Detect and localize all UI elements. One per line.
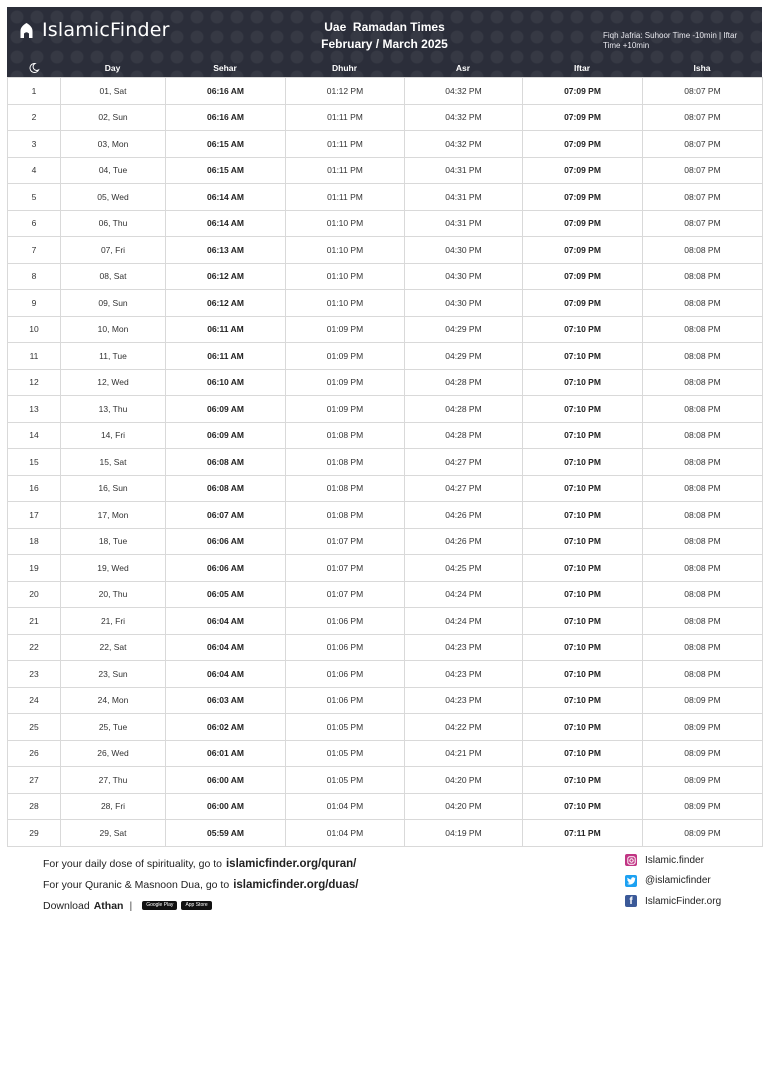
isha-time: 08:07 PM	[643, 104, 763, 131]
table-row	[8, 581, 763, 608]
table-row	[8, 502, 763, 529]
day-number: 3	[8, 131, 61, 158]
column-header-isha: Isha	[693, 63, 711, 73]
asr-time: 04:28 PM	[405, 369, 523, 396]
asr-time: 04:31 PM	[405, 157, 523, 184]
table-row	[8, 793, 763, 820]
asr-time: 04:30 PM	[405, 237, 523, 264]
day-name: 14, Fri	[61, 422, 166, 449]
day-number: 2	[8, 104, 61, 131]
dhuhr-time: 01:06 PM	[286, 634, 405, 661]
asr-time: 04:26 PM	[405, 528, 523, 555]
asr-time: 04:27 PM	[405, 449, 523, 476]
iftar-time: 07:09 PM	[523, 104, 643, 131]
iftar-time: 07:09 PM	[523, 157, 643, 184]
isha-time: 08:08 PM	[643, 634, 763, 661]
table-row	[8, 475, 763, 502]
sehar-time: 06:12 AM	[166, 290, 286, 317]
table-row	[8, 767, 763, 794]
day-number: 4	[8, 157, 61, 184]
iftar-time: 07:10 PM	[523, 714, 643, 741]
isha-time: 08:08 PM	[643, 449, 763, 476]
day-number: 18	[8, 528, 61, 555]
sehar-time: 06:11 AM	[166, 343, 286, 370]
dhuhr-time: 01:08 PM	[286, 475, 405, 502]
day-name: 04, Tue	[61, 157, 166, 184]
iftar-time: 07:10 PM	[523, 555, 643, 582]
dhuhr-time: 01:11 PM	[286, 184, 405, 211]
sehar-time: 06:11 AM	[166, 316, 286, 343]
table-row	[8, 290, 763, 317]
dhuhr-time: 01:10 PM	[286, 237, 405, 264]
iftar-time: 07:10 PM	[523, 316, 643, 343]
isha-time: 08:08 PM	[643, 502, 763, 529]
day-name: 24, Mon	[61, 687, 166, 714]
isha-time: 08:08 PM	[643, 316, 763, 343]
table-row	[8, 634, 763, 661]
column-header-asr: Asr	[455, 63, 471, 73]
iftar-time: 07:10 PM	[523, 449, 643, 476]
dhuhr-time: 01:04 PM	[286, 820, 405, 847]
column-header-iftar: Iftar	[573, 63, 591, 73]
isha-time: 08:07 PM	[643, 210, 763, 237]
sehar-time: 05:59 AM	[166, 820, 286, 847]
day-name: 20, Thu	[61, 581, 166, 608]
day-number: 7	[8, 237, 61, 264]
day-number: 29	[8, 820, 61, 847]
day-name: 15, Sat	[61, 449, 166, 476]
asr-time: 04:20 PM	[405, 767, 523, 794]
asr-time: 04:28 PM	[405, 396, 523, 423]
isha-time: 08:09 PM	[643, 793, 763, 820]
day-number: 23	[8, 661, 61, 688]
facebook-page: IslamicFinder.org	[645, 895, 722, 907]
asr-time: 04:28 PM	[405, 422, 523, 449]
day-number: 10	[8, 316, 61, 343]
day-name: 29, Sat	[61, 820, 166, 847]
table-row	[8, 820, 763, 847]
asr-time: 04:32 PM	[405, 78, 523, 105]
table-row	[8, 157, 763, 184]
day-number: 5	[8, 184, 61, 211]
day-number: 21	[8, 608, 61, 635]
isha-time: 08:07 PM	[643, 78, 763, 105]
instagram-link[interactable]	[625, 850, 721, 871]
dhuhr-time: 01:05 PM	[286, 714, 405, 741]
day-number: 26	[8, 740, 61, 767]
iftar-time: 07:10 PM	[523, 608, 643, 635]
table-row	[8, 104, 763, 131]
table-row	[8, 131, 763, 158]
dhuhr-time: 01:11 PM	[286, 131, 405, 158]
footer-text-duas: For your Quranic & Masnoon Dua, go to	[43, 878, 230, 891]
dhuhr-time: 01:12 PM	[286, 78, 405, 105]
footer-links	[43, 853, 358, 916]
isha-time: 08:09 PM	[643, 820, 763, 847]
day-name: 02, Sun	[61, 104, 166, 131]
day-name: 09, Sun	[61, 290, 166, 317]
sehar-time: 06:09 AM	[166, 422, 286, 449]
iftar-time: 07:11 PM	[523, 820, 643, 847]
download-label: Download	[43, 899, 90, 912]
table-row	[8, 449, 763, 476]
footer-text-quran: For your daily dose of spirituality, go to	[43, 857, 222, 870]
isha-time: 08:07 PM	[643, 184, 763, 211]
title-line-1: Uae Ramadan Times	[324, 20, 445, 34]
sehar-time: 06:06 AM	[166, 528, 286, 555]
sehar-time: 06:00 AM	[166, 793, 286, 820]
day-number: 9	[8, 290, 61, 317]
sehar-time: 06:02 AM	[166, 714, 286, 741]
day-number: 28	[8, 793, 61, 820]
dhuhr-time: 01:09 PM	[286, 396, 405, 423]
table-row	[8, 396, 763, 423]
day-name: 28, Fri	[61, 793, 166, 820]
isha-time: 08:08 PM	[643, 422, 763, 449]
table-row	[8, 210, 763, 237]
asr-time: 04:19 PM	[405, 820, 523, 847]
iftar-time: 07:10 PM	[523, 793, 643, 820]
asr-time: 04:20 PM	[405, 793, 523, 820]
asr-time: 04:31 PM	[405, 210, 523, 237]
iftar-time: 07:10 PM	[523, 369, 643, 396]
iftar-time: 07:10 PM	[523, 528, 643, 555]
brand-name: IslamicFinder	[42, 19, 170, 41]
dhuhr-time: 01:08 PM	[286, 502, 405, 529]
asr-time: 04:26 PM	[405, 502, 523, 529]
dhuhr-time: 01:11 PM	[286, 157, 405, 184]
sehar-time: 06:16 AM	[166, 78, 286, 105]
dhuhr-time: 01:05 PM	[286, 740, 405, 767]
day-number: 24	[8, 687, 61, 714]
isha-time: 08:08 PM	[643, 237, 763, 264]
facebook-link[interactable]	[625, 891, 721, 912]
iftar-time: 07:10 PM	[523, 687, 643, 714]
moon-icon	[7, 59, 60, 77]
table-header	[7, 59, 762, 77]
dhuhr-time: 01:05 PM	[286, 767, 405, 794]
isha-time: 08:08 PM	[643, 528, 763, 555]
iftar-time: 07:09 PM	[523, 263, 643, 290]
day-number: 6	[8, 210, 61, 237]
asr-time: 04:31 PM	[405, 184, 523, 211]
isha-time: 08:09 PM	[643, 687, 763, 714]
asr-time: 04:27 PM	[405, 475, 523, 502]
iftar-time: 07:10 PM	[523, 502, 643, 529]
iftar-time: 07:09 PM	[523, 237, 643, 264]
dhuhr-time: 01:06 PM	[286, 687, 405, 714]
day-number: 22	[8, 634, 61, 661]
sehar-time: 06:04 AM	[166, 608, 286, 635]
day-number: 14	[8, 422, 61, 449]
day-number: 1	[8, 78, 61, 105]
iftar-time: 07:10 PM	[523, 661, 643, 688]
day-number: 20	[8, 581, 61, 608]
facebook-icon: f	[625, 895, 637, 907]
day-name: 17, Mon	[61, 502, 166, 529]
iftar-time: 07:09 PM	[523, 290, 643, 317]
fiqh-note: Fiqh Jafria: Suhoor Time -10min | Iftar Time +10min	[603, 31, 738, 50]
sehar-time: 06:15 AM	[166, 157, 286, 184]
isha-time: 08:08 PM	[643, 396, 763, 423]
dhuhr-time: 01:08 PM	[286, 422, 405, 449]
sehar-time: 06:10 AM	[166, 369, 286, 396]
iftar-time: 07:10 PM	[523, 422, 643, 449]
day-name: 19, Wed	[61, 555, 166, 582]
isha-time: 08:07 PM	[643, 131, 763, 158]
day-name: 21, Fri	[61, 608, 166, 635]
sehar-time: 06:14 AM	[166, 210, 286, 237]
asr-time: 04:29 PM	[405, 316, 523, 343]
table-row	[8, 184, 763, 211]
asr-time: 04:32 PM	[405, 104, 523, 131]
iftar-time: 07:10 PM	[523, 767, 643, 794]
athan-app-name: Athan	[93, 899, 124, 912]
day-number: 15	[8, 449, 61, 476]
sehar-time: 06:12 AM	[166, 263, 286, 290]
sehar-time: 06:09 AM	[166, 396, 286, 423]
sehar-time: 06:16 AM	[166, 104, 286, 131]
day-name: 18, Tue	[61, 528, 166, 555]
sehar-time: 06:14 AM	[166, 184, 286, 211]
sehar-time: 06:13 AM	[166, 237, 286, 264]
duas-link[interactable]: islamicfinder.org/duas/	[233, 878, 359, 891]
dhuhr-time: 01:06 PM	[286, 608, 405, 635]
sehar-time: 06:08 AM	[166, 449, 286, 476]
asr-time: 04:21 PM	[405, 740, 523, 767]
day-name: 13, Thu	[61, 396, 166, 423]
table-row	[8, 740, 763, 767]
iftar-time: 07:09 PM	[523, 184, 643, 211]
day-name: 03, Mon	[61, 131, 166, 158]
dhuhr-time: 01:09 PM	[286, 316, 405, 343]
day-number: 19	[8, 555, 61, 582]
table-row	[8, 343, 763, 370]
iftar-time: 07:09 PM	[523, 78, 643, 105]
isha-time: 08:08 PM	[643, 581, 763, 608]
iftar-time: 07:10 PM	[523, 343, 643, 370]
isha-time: 08:09 PM	[643, 767, 763, 794]
asr-time: 04:30 PM	[405, 263, 523, 290]
sehar-time: 06:04 AM	[166, 661, 286, 688]
day-name: 26, Wed	[61, 740, 166, 767]
social-links	[625, 850, 721, 912]
asr-time: 04:23 PM	[405, 661, 523, 688]
asr-time: 04:30 PM	[405, 290, 523, 317]
isha-time: 08:09 PM	[643, 740, 763, 767]
day-name: 08, Sat	[61, 263, 166, 290]
day-number: 27	[8, 767, 61, 794]
isha-time: 08:08 PM	[643, 475, 763, 502]
asr-time: 04:22 PM	[405, 714, 523, 741]
dhuhr-time: 01:10 PM	[286, 263, 405, 290]
sehar-time: 06:07 AM	[166, 502, 286, 529]
sehar-time: 06:05 AM	[166, 581, 286, 608]
title-line-2: February / March 2025	[321, 37, 448, 51]
dhuhr-time: 01:07 PM	[286, 555, 405, 582]
sehar-time: 06:15 AM	[166, 131, 286, 158]
table-row	[8, 555, 763, 582]
day-number: 25	[8, 714, 61, 741]
day-name: 07, Fri	[61, 237, 166, 264]
dhuhr-time: 01:10 PM	[286, 290, 405, 317]
asr-time: 04:23 PM	[405, 634, 523, 661]
day-name: 22, Sat	[61, 634, 166, 661]
iftar-time: 07:10 PM	[523, 634, 643, 661]
iftar-time: 07:10 PM	[523, 740, 643, 767]
day-name: 11, Tue	[61, 343, 166, 370]
column-header-dhuhr: Dhuhr	[331, 63, 358, 73]
day-name: 06, Thu	[61, 210, 166, 237]
app-store-badge[interactable]: App Store	[181, 901, 211, 910]
isha-time: 08:09 PM	[643, 714, 763, 741]
day-name: 23, Sun	[61, 661, 166, 688]
table-row	[8, 528, 763, 555]
day-name: 01, Sat	[61, 78, 166, 105]
table-row	[8, 263, 763, 290]
day-number: 17	[8, 502, 61, 529]
ramadan-timetable	[7, 77, 763, 847]
column-header-day: Day	[104, 63, 121, 73]
dhuhr-time: 01:07 PM	[286, 581, 405, 608]
quran-link[interactable]: islamicfinder.org/quran/	[225, 857, 357, 870]
iftar-time: 07:10 PM	[523, 396, 643, 423]
isha-time: 08:08 PM	[643, 369, 763, 396]
asr-time: 04:25 PM	[405, 555, 523, 582]
table-row	[8, 687, 763, 714]
isha-time: 08:08 PM	[643, 608, 763, 635]
day-name: 10, Mon	[61, 316, 166, 343]
isha-time: 08:08 PM	[643, 343, 763, 370]
dhuhr-time: 01:04 PM	[286, 793, 405, 820]
sehar-time: 06:03 AM	[166, 687, 286, 714]
instagram-handle: Islamic.finder	[645, 854, 704, 866]
asr-time: 04:24 PM	[405, 581, 523, 608]
table-row	[8, 608, 763, 635]
asr-time: 04:29 PM	[405, 343, 523, 370]
table-row	[8, 661, 763, 688]
day-name: 05, Wed	[61, 184, 166, 211]
asr-time: 04:23 PM	[405, 687, 523, 714]
day-name: 12, Wed	[61, 369, 166, 396]
asr-time: 04:24 PM	[405, 608, 523, 635]
isha-time: 08:08 PM	[643, 555, 763, 582]
day-number: 13	[8, 396, 61, 423]
day-number: 11	[8, 343, 61, 370]
day-number: 16	[8, 475, 61, 502]
sehar-time: 06:00 AM	[166, 767, 286, 794]
dhuhr-time: 01:09 PM	[286, 343, 405, 370]
iftar-time: 07:10 PM	[523, 581, 643, 608]
isha-time: 08:07 PM	[643, 157, 763, 184]
sehar-time: 06:01 AM	[166, 740, 286, 767]
dhuhr-time: 01:09 PM	[286, 369, 405, 396]
page-header	[7, 7, 762, 77]
dhuhr-time: 01:11 PM	[286, 104, 405, 131]
dhuhr-time: 01:06 PM	[286, 661, 405, 688]
twitter-icon	[625, 875, 637, 887]
day-number: 8	[8, 263, 61, 290]
iftar-time: 07:09 PM	[523, 210, 643, 237]
sehar-time: 06:08 AM	[166, 475, 286, 502]
dhuhr-time: 01:07 PM	[286, 528, 405, 555]
table-row	[8, 369, 763, 396]
sehar-time: 06:04 AM	[166, 634, 286, 661]
sehar-time: 06:06 AM	[166, 555, 286, 582]
isha-time: 08:08 PM	[643, 263, 763, 290]
day-name: 25, Tue	[61, 714, 166, 741]
instagram-icon	[625, 854, 637, 866]
isha-time: 08:08 PM	[643, 661, 763, 688]
twitter-link[interactable]	[625, 871, 721, 892]
dhuhr-time: 01:08 PM	[286, 449, 405, 476]
dhuhr-time: 01:10 PM	[286, 210, 405, 237]
iftar-time: 07:09 PM	[523, 131, 643, 158]
table-row	[8, 78, 763, 105]
table-row	[8, 316, 763, 343]
table-row	[8, 422, 763, 449]
iftar-time: 07:10 PM	[523, 475, 643, 502]
table-row	[8, 237, 763, 264]
day-name: 16, Sun	[61, 475, 166, 502]
table-row	[8, 714, 763, 741]
asr-time: 04:32 PM	[405, 131, 523, 158]
day-name: 27, Thu	[61, 767, 166, 794]
divider: |	[129, 899, 133, 912]
day-number: 12	[8, 369, 61, 396]
isha-time: 08:08 PM	[643, 290, 763, 317]
twitter-handle: @islamicfinder	[645, 875, 711, 887]
google-play-badge[interactable]: Google Play	[142, 901, 177, 910]
column-header-sehar: Sehar	[213, 63, 237, 73]
